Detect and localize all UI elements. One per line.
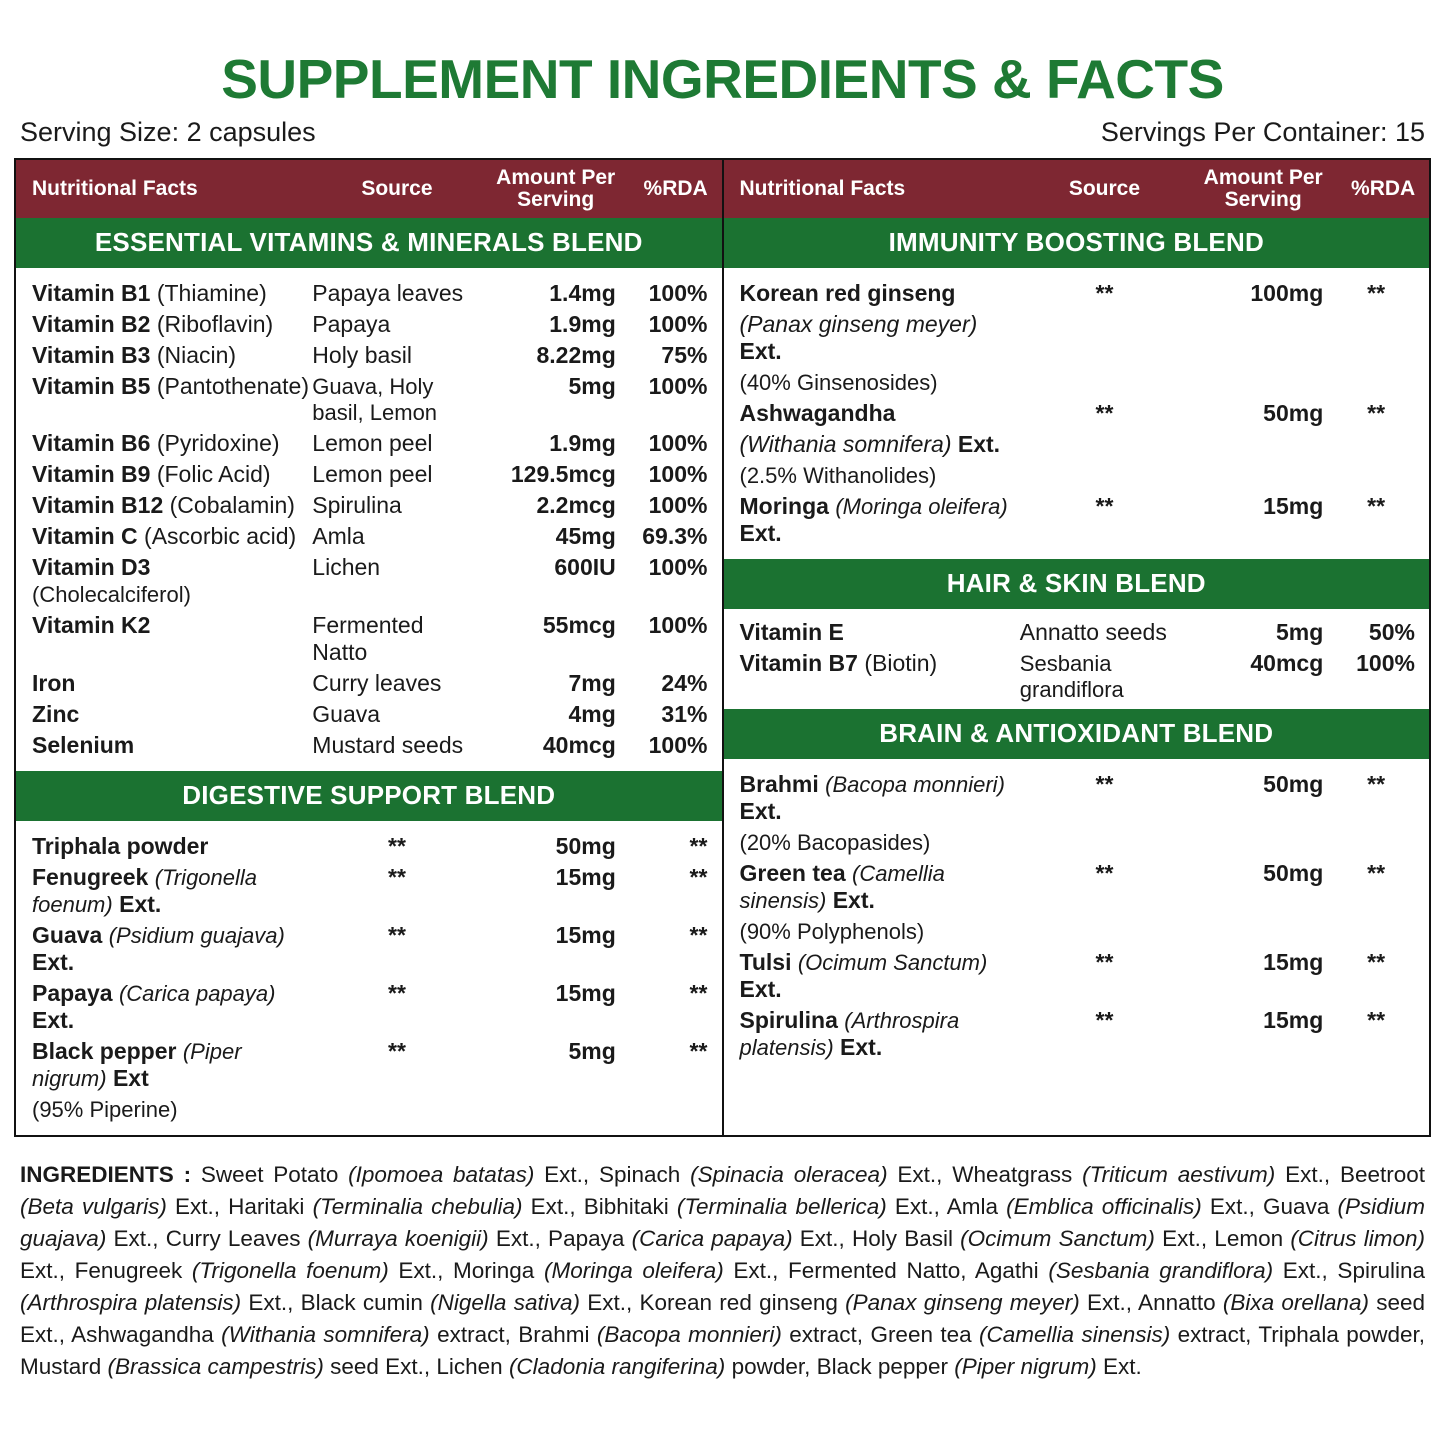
row-paren: (Riboflavin)	[156, 311, 274, 337]
row-latin: (Ocimum Sanctum)	[797, 950, 988, 975]
ingredients-text: Sweet Potato (Ipomoea batatas) Ext., Spinach (Spinacia oleracea) Ext., Wheatgrass (Triticum aestivum) Ext., Beetroot (Beta vulgaris) Ext., Haritaki (Terminalia chebulia) Ext., Bibhitaki (Terminalia bellerica) Ext., Amla (Emblica officinalis) Ext., Guava (Psidium guajava) Ext., Curry Leaves (Murraya koenigii) Ext., Papaya (Carica papaya) Ext., Holy Basil (Ocimum Sanctum) Ext., Lemon (Citrus limon) Ext., Fenugreek (Trigonella foenum) Ext., Moringa (Moringa oleifera) Ext., Fermented Natto, Agathi (Sesbania grandiflora) Ext., Spirulina (Arthrospira platensis) Ext., Black cumin (Nigella sativa) Ext., Korean red ginseng (Panax ginseng meyer) Ext., Annatto (Bixa orellana) seed Ext., Ashwagandha (Withania somnifera) extract, Brahmi (Bacopa monnieri) extract, Green tea (Camellia sinensis) extract, Triphala powder, Mustard (Brassica campestris) seed Ext., Lichen (Cladonia rangiferina) powder, Black pepper (Piper nigrum) Ext.	[20, 1162, 1426, 1379]
row-source: **	[1095, 400, 1114, 426]
row-amount: 5mg	[568, 373, 616, 399]
row-source: Lichen	[312, 554, 381, 580]
row-rda: 100%	[648, 492, 708, 518]
row-amount: 40mcg	[1250, 650, 1324, 676]
row-amount: 1.9mg	[549, 430, 616, 456]
serving-size: Serving Size: 2 capsules	[20, 117, 316, 147]
table-row	[724, 309, 1430, 367]
row-source: Amla	[312, 523, 365, 549]
right-table-column	[724, 160, 1432, 1135]
row-rda: 100%	[1356, 650, 1415, 676]
ingredients-label: INGREDIENTS :	[20, 1162, 192, 1187]
header-amount: Amount Per Serving	[1203, 165, 1323, 211]
table-row	[724, 769, 1430, 827]
row-rda: 100%	[648, 461, 708, 487]
brain-rows	[724, 759, 1430, 1073]
serving-info	[14, 111, 1431, 158]
row-rda: 100%	[648, 554, 708, 580]
table-row	[16, 610, 722, 668]
row-paren: (Pyridoxine)	[156, 430, 280, 456]
row-name: Vitamin B5	[32, 373, 151, 399]
row-name: Vitamin B6	[32, 430, 151, 456]
row-source: Lemon peel	[312, 461, 433, 487]
table-row	[16, 831, 722, 862]
row-rda: **	[689, 1038, 708, 1064]
blend-title-brain: BRAIN & ANTIOXIDANT BLEND	[724, 709, 1430, 759]
row-paren: (Biotin)	[864, 650, 938, 676]
table-row	[724, 617, 1430, 648]
blend-title-immunity: IMMUNITY BOOSTING BLEND	[724, 218, 1430, 268]
row-amount: 1.4mg	[549, 280, 616, 306]
row-amount: 2.2mcg	[536, 492, 616, 518]
row-latin: (Piper nigrum)	[32, 1039, 242, 1091]
table-header-right	[724, 160, 1430, 218]
header-amount: Amount Per Serving	[496, 165, 616, 211]
row-note: (20% Bacopasides)	[739, 830, 931, 855]
row-source: **	[1095, 493, 1114, 519]
table-row	[16, 278, 722, 309]
row-name: Vitamin B3	[32, 342, 151, 368]
row-ext: Ext.	[739, 338, 782, 364]
row-name: Ashwagandha	[739, 400, 896, 426]
row-latin: (Withania somnifera)	[739, 431, 952, 457]
row-amount: 15mg	[1263, 493, 1324, 519]
row-latin: (Bacopa monnieri)	[825, 772, 1005, 797]
row-amount: 100mg	[1250, 280, 1324, 306]
row-name: Vitamin K2	[32, 612, 151, 638]
row-source: Annatto seeds	[1019, 619, 1167, 645]
row-rda: **	[1367, 400, 1386, 426]
row-paren: (Ascorbic acid)	[144, 523, 297, 549]
row-note: (90% Polyphenols)	[739, 919, 925, 944]
row-name: Papaya	[32, 980, 113, 1006]
table-row	[16, 730, 722, 761]
row-name: Iron	[32, 670, 76, 696]
row-ext: Ext.	[739, 798, 782, 824]
row-paren: (Thiamine)	[156, 280, 267, 306]
row-amount: 15mg	[1263, 949, 1324, 975]
row-source: Guava	[312, 701, 381, 727]
table-row	[16, 978, 722, 1036]
row-amount: 45mg	[555, 523, 616, 549]
row-amount: 15mg	[555, 922, 616, 948]
row-amount: 15mg	[555, 864, 616, 890]
row-note: (40% Ginsenosides)	[739, 370, 938, 395]
row-source: **	[1095, 949, 1114, 975]
row-amount: 55mcg	[542, 612, 616, 638]
table-row	[16, 552, 722, 610]
row-source: Papaya leaves	[312, 280, 464, 306]
row-latin: (Carica papaya)	[118, 981, 276, 1006]
table-row	[724, 491, 1430, 549]
row-name: Vitamin D3	[32, 554, 151, 580]
row-name: Moringa	[739, 493, 829, 519]
row-name: Black pepper	[32, 1038, 177, 1064]
table-row	[16, 428, 722, 459]
header-rda: %RDA	[643, 176, 708, 200]
row-rda: 24%	[661, 670, 708, 696]
hair-skin-rows	[724, 609, 1430, 709]
essential-rows	[16, 268, 722, 771]
row-rda: 100%	[648, 373, 708, 399]
table-row	[16, 699, 722, 730]
row-source: **	[1095, 771, 1114, 797]
facts-tables	[14, 158, 1431, 1137]
row-ext: Ext.	[119, 891, 162, 917]
row-rda: **	[689, 980, 708, 1006]
header-nutritional-facts: Nutritional Facts	[739, 176, 906, 200]
row-name: Vitamin B9	[32, 461, 151, 487]
row-paren: (Niacin)	[156, 342, 237, 368]
table-header-left	[16, 160, 722, 218]
row-amount: 50mg	[1263, 771, 1324, 797]
row-paren: (Cholecalciferol)	[32, 582, 191, 607]
row-rda: **	[1367, 949, 1386, 975]
row-ext: Ext.	[32, 949, 75, 975]
row-rda: 100%	[648, 311, 708, 337]
header-nutritional-facts: Nutritional Facts	[32, 176, 198, 200]
blend-title-essential: ESSENTIAL VITAMINS & MINERALS BLEND	[16, 218, 722, 268]
row-amount: 4mg	[568, 701, 616, 727]
row-source: **	[1095, 860, 1114, 886]
table-row	[16, 862, 722, 920]
row-name: Guava	[32, 922, 103, 948]
row-rda: 100%	[648, 612, 708, 638]
table-row	[724, 367, 1430, 398]
row-rda: 50%	[1368, 619, 1415, 645]
row-ext: Ext.	[739, 520, 782, 546]
row-source: Mustard seeds	[312, 732, 464, 758]
table-row	[16, 459, 722, 490]
row-rda: **	[1367, 771, 1386, 797]
row-name: Brahmi	[739, 771, 819, 797]
table-row	[724, 398, 1430, 429]
row-amount: 50mg	[1263, 860, 1324, 886]
row-note: (2.5% Withanolides)	[739, 463, 937, 488]
blend-title-hair-skin: HAIR & SKIN BLEND	[724, 559, 1430, 609]
table-row	[724, 916, 1430, 947]
row-ext: Ext.	[832, 887, 875, 913]
row-amount: 5mg	[568, 1038, 616, 1064]
row-ext: Ext.	[739, 976, 782, 1002]
immunity-rows	[724, 268, 1430, 559]
row-source: **	[388, 833, 406, 859]
row-source: **	[388, 864, 406, 890]
row-latin: (Camellia sinensis)	[739, 861, 945, 913]
row-rda: **	[689, 922, 708, 948]
row-name: Green tea	[739, 860, 846, 886]
page-title: SUPPLEMENT INGREDIENTS & FACTS	[221, 48, 1224, 110]
table-row	[724, 460, 1430, 491]
header-rda: %RDA	[1351, 176, 1416, 200]
table-row	[724, 858, 1430, 916]
row-source: **	[1095, 280, 1114, 306]
table-row	[724, 1005, 1430, 1063]
row-latin: (Moringa oleifera)	[835, 494, 1008, 519]
table-row	[16, 1094, 722, 1125]
row-latin: (Panax ginseng meyer)	[739, 311, 978, 337]
servings-per-container: Servings Per Container: 15	[1100, 117, 1425, 147]
table-row	[724, 648, 1430, 705]
row-name: Triphala powder	[32, 833, 209, 859]
row-latin: (Psidium guajava)	[108, 923, 285, 948]
row-name: Korean red ginseng	[739, 280, 956, 306]
table-row	[16, 490, 722, 521]
left-table-column	[16, 160, 724, 1135]
table-row	[16, 309, 722, 340]
row-source: Fermented Natto	[312, 612, 424, 665]
row-name: Selenium	[32, 732, 135, 758]
row-source: Holy basil	[312, 342, 413, 368]
row-amount: 15mg	[1263, 1007, 1324, 1033]
row-name: Zinc	[32, 701, 80, 727]
row-amount: 50mg	[1263, 400, 1324, 426]
row-source: Sesbania grandiflora	[1019, 651, 1124, 702]
row-name: Fenugreek	[32, 864, 149, 890]
table-row	[16, 668, 722, 699]
row-ext: Ext.	[32, 1007, 75, 1033]
table-row	[16, 371, 722, 428]
table-row	[724, 429, 1430, 460]
row-rda: **	[1367, 860, 1386, 886]
table-row	[16, 521, 722, 552]
row-source: **	[1095, 1007, 1114, 1033]
header-source: Source	[1068, 176, 1141, 200]
row-amount: 50mg	[555, 833, 616, 859]
row-rda: 100%	[648, 280, 708, 306]
row-source: Lemon peel	[312, 430, 433, 456]
row-name: Vitamin B1	[32, 280, 151, 306]
row-rda: **	[1367, 493, 1386, 519]
blend-title-digestive: DIGESTIVE SUPPORT BLEND	[16, 771, 722, 821]
digestive-rows	[16, 821, 722, 1135]
row-source: Curry leaves	[312, 670, 442, 696]
row-rda: **	[689, 864, 708, 890]
table-row	[724, 278, 1430, 309]
row-note: (95% Piperine)	[32, 1097, 178, 1122]
row-ext: Ext.	[957, 431, 1001, 457]
row-paren: (Pantothenate)	[156, 373, 310, 399]
row-source: **	[388, 1038, 406, 1064]
row-rda: 75%	[661, 342, 708, 368]
row-source: **	[388, 922, 406, 948]
row-name: Spirulina	[739, 1007, 838, 1033]
row-source: Spirulina	[312, 492, 402, 518]
row-name: Vitamin C	[32, 523, 138, 549]
row-source: Papaya	[312, 311, 391, 337]
row-name: Vitamin B2	[32, 311, 151, 337]
table-row	[724, 827, 1430, 858]
row-rda: 69.3%	[642, 523, 708, 549]
ingredients-paragraph	[14, 1159, 1431, 1383]
row-rda: **	[689, 833, 708, 859]
row-ext: Ext	[112, 1065, 149, 1091]
row-latin: (Arthrospira platensis)	[739, 1008, 960, 1060]
table-row	[16, 1036, 722, 1094]
header-source: Source	[361, 176, 433, 200]
row-amount: 1.9mg	[549, 311, 616, 337]
row-amount: 129.5mcg	[510, 461, 616, 487]
row-amount: 7mg	[568, 670, 616, 696]
row-amount: 5mg	[1275, 619, 1324, 645]
row-latin: (Trigonella foenum)	[32, 865, 258, 917]
row-rda: 31%	[661, 701, 708, 727]
table-row	[724, 947, 1430, 1005]
row-amount: 600IU	[554, 554, 616, 580]
row-rda: 100%	[648, 430, 708, 456]
row-paren: (Cobalamin)	[169, 492, 295, 518]
row-name: Vitamin B7	[739, 650, 858, 676]
row-paren: (Folic Acid)	[156, 461, 271, 487]
table-row	[16, 920, 722, 978]
row-amount: 8.22mg	[536, 342, 616, 368]
row-source: Guava, Holy basil, Lemon	[312, 374, 438, 425]
row-rda: 100%	[648, 732, 708, 758]
row-amount: 40mcg	[542, 732, 616, 758]
table-row	[16, 340, 722, 371]
row-rda: **	[1367, 1007, 1386, 1033]
row-name: Vitamin E	[739, 619, 844, 645]
row-amount: 15mg	[555, 980, 616, 1006]
row-source: **	[388, 980, 406, 1006]
row-name: Tulsi	[739, 949, 792, 975]
row-ext: Ext.	[840, 1034, 883, 1060]
row-rda: **	[1367, 280, 1386, 306]
row-name: Vitamin B12	[32, 492, 164, 518]
